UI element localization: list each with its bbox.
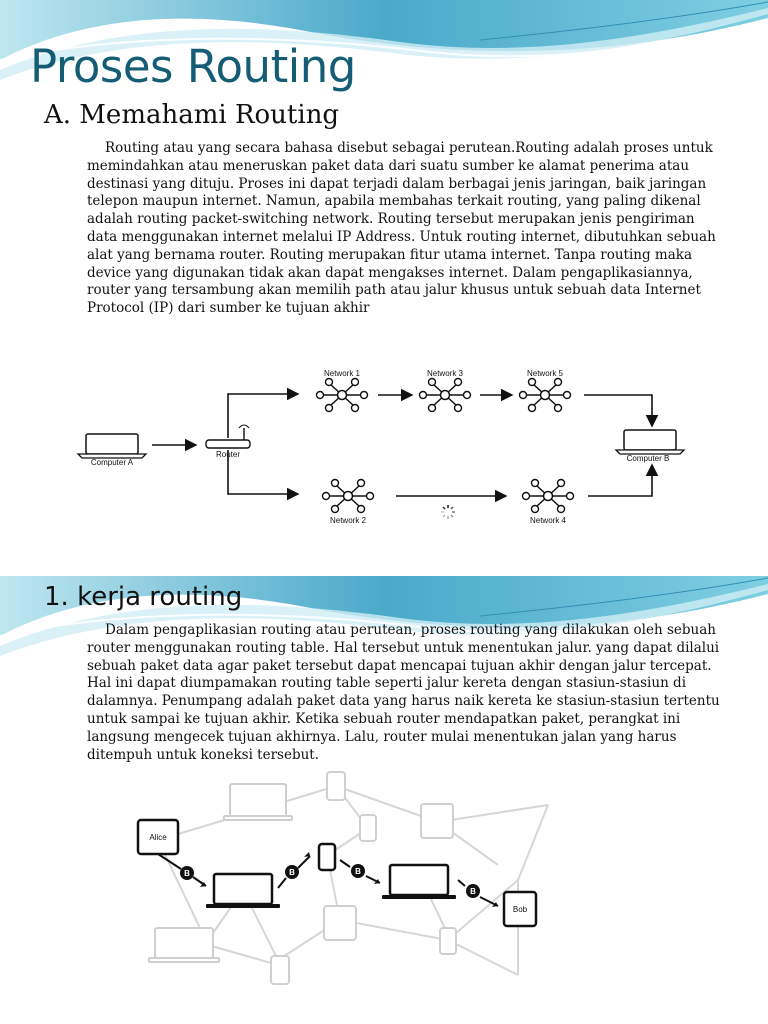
label-network-5: Network 5 bbox=[526, 369, 564, 378]
label-network-2: Network 2 bbox=[329, 516, 367, 525]
section-heading-memahami-routing: A. Memahami Routing bbox=[44, 100, 340, 130]
svg-text:B: B bbox=[184, 869, 190, 878]
label-alice: Alice bbox=[149, 833, 167, 842]
routing-network-diagram bbox=[18, 322, 768, 560]
bitcoin-coin-icon bbox=[285, 865, 299, 879]
bitcoin-coin-icon bbox=[466, 884, 480, 898]
section-heading-kerja-routing: 1. kerja routing bbox=[44, 582, 243, 612]
bitcoin-coin-icon bbox=[351, 864, 365, 878]
network-3-icon bbox=[420, 379, 471, 412]
slide-2 bbox=[0, 576, 768, 1024]
network-2-icon bbox=[323, 480, 374, 513]
bitcoin-coin-icon bbox=[180, 866, 194, 880]
laptop-node-1 bbox=[206, 874, 280, 908]
label-network-1: Network 1 bbox=[323, 369, 361, 378]
network-1-icon bbox=[317, 379, 368, 412]
label-computer-b: Computer B bbox=[626, 454, 670, 463]
label-computer-a: Computer A bbox=[90, 458, 134, 467]
network-4-icon bbox=[523, 480, 574, 513]
label-bob: Bob bbox=[512, 905, 528, 914]
kerja-routing-paragraph: Dalam pengaplikasian routing atau perutean, proses routing yang dilakukan oleh sebuah router menggunakan routing table. Hal tersebut untuk menentukan jalur. yang dapat dilalui sebuah paket data agar paket tersebut dapat mencapai tujuan akhir dengan jalur tercepat. Hal ini dapat diumpamakan routing table seperti jalur kereta dengan stasiun-stasiun di dalamnya. Penumpang adalah paket data yang harus naik kereta ke stasiun-stasiun tertentu untuk sampai ke tujuan akhir. Ketika sebuah router mendapatkan paket, perangkat ini langsung mengecek tujuan akhirnya. Lalu, router mulai menentukan jalan yang harus ditempuh untuk koneksi tersebut. bbox=[87, 622, 720, 763]
network-5-icon bbox=[520, 379, 571, 412]
alice-bob-network-diagram bbox=[78, 770, 768, 1024]
svg-text:B: B bbox=[470, 887, 476, 896]
label-network-3: Network 3 bbox=[426, 369, 464, 378]
page-title: Proses Routing bbox=[30, 40, 356, 93]
loading-spinner-icon bbox=[441, 505, 455, 519]
svg-text:B: B bbox=[289, 868, 295, 877]
routing-paragraph: Routing atau yang secara bahasa disebut sebagai perutean.Routing adalah proses untuk memindahkan atau meneruskan paket data dari suatu sumber ke alamat penerima atau destinasi yang dituju. Proses ini dapat terjadi dalam berbagai jenis jaringan, baik jaringan telepon maupun internet. Namun, apabila membahas terkait routing, yang paling dikenal adalah routing packet-switching network. Routing tersebut merupakan jenis pengiriman data menggunakan internet melalui IP Address. Untuk routing internet, dibutuhkan sebuah alat yang bernama router. Routing merupakan fitur utama internet. Tanpa routing maka device yang digunakan tidak akan dapat mengakses internet. Dalam pengaplikasiannya, router yang tersambung akan memilih path atau jalur khusus untuk sebuah data Internet Protocol (IP) dari sumber ke tujuan akhir bbox=[87, 140, 716, 317]
laptop-node-2 bbox=[382, 865, 456, 899]
label-router: Router bbox=[215, 450, 241, 459]
phone-node bbox=[319, 844, 335, 870]
laptop-icon-computer-a bbox=[78, 434, 146, 458]
svg-text:B: B bbox=[355, 867, 361, 876]
laptop-icon-computer-b bbox=[616, 430, 684, 454]
label-network-4: Network 4 bbox=[529, 516, 567, 525]
